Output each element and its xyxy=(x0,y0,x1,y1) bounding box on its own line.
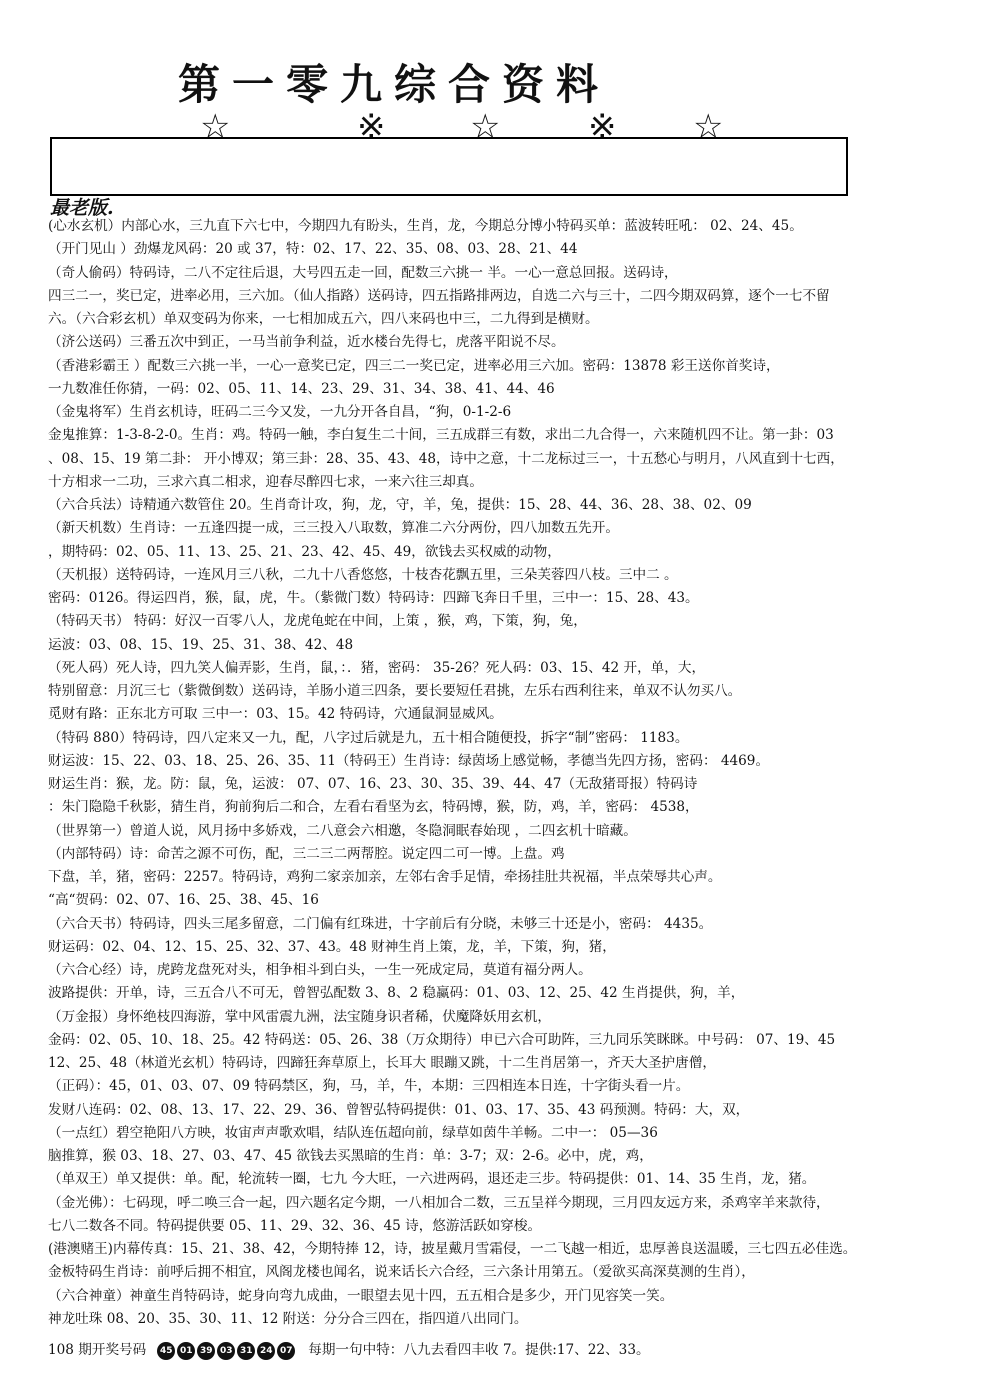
text-line: （单双王）单又提供：单。配，轮流转一圈，七九 今大旺，一六进两码，退还走三步。特码提供：01、14、35 生肖，龙，猪。 xyxy=(48,1171,816,1188)
text-line: （六合兵法）诗精通六数管住 20。生肖奇计攻，狗，龙，守，羊，兔，提供：15、28、44、36、28、38、02、09 xyxy=(48,497,752,513)
text-line: （内部特码）诗：命苦之源不可伤，配，三二三二两帮腔。说定四二可一博。上盘。鸡 xyxy=(48,845,565,862)
text-line: 运波：03、08、15、19、25、31、38、42、48 xyxy=(48,636,354,653)
text-line: 十方相求一二功，三求六真二相求，迎春尽醉四七求，一来六往三却真。 xyxy=(48,473,483,490)
text-line: 七八二数各不同。特码提供要 05、11、29、32、36、45 诗，悠游活跃如穿梭。 xyxy=(48,1217,542,1234)
text-line: 财运波：15、22、03、18、25、26、35、11（特码王）生肖诗：绿茵场上感觉畅，孝德当先四方扬，密码： 4469。 xyxy=(48,752,770,769)
text-line: 觅财有路：正东北方可取 三中一：03、15。42 特码诗，穴通鼠洞显威风。 xyxy=(48,706,503,723)
text-line: （世界第一）曾道人说，风月扬中多娇戏，二八意会六相邀，冬隐洞眠春始现 ，二四玄机十暗藏。 xyxy=(48,822,637,839)
text-line: 、08、15、19 第二卦： 开小博双；第三卦：28、35、43、48，诗中之意，十二龙标过三一，十五愁心与明月，八风直到十七西， xyxy=(48,450,844,467)
draw-balls xyxy=(156,1342,296,1360)
text-line: 财运生肖：猴，龙。防：鼠，兔，运波： 07、07、16、23、30、35、39、44、47（无敌猪哥报）特码诗 xyxy=(48,776,698,792)
text-line: （金光佛）：七码现，呼二唤三合一起，四六题名定今期，一八相加合二数，三五呈祥今期现，三月四友远方来，杀鸡宰羊来款待， xyxy=(48,1194,830,1211)
section-label: 最老版. xyxy=(50,197,114,219)
text-line: 下盘，羊，猪，密码：2257。特码诗，鸡狗二家亲加亲，左邻右舍手足情，牵扬挂肚共祝福，半点荣辱共心声。 xyxy=(48,869,722,885)
text-line: 12、25、48（林道光玄机）特码诗，四蹄狂奔草原上，长耳大 眼蹦又跳，十二生肖居第一，齐天大圣护唐僧， xyxy=(48,1055,716,1071)
text-line: 金码：02、05、10、18、25。42 特码送：05、26、38（万众期待）申已六合可助阵，三九同乐笑眯眯。中号码： 07、19、45 xyxy=(48,1031,836,1048)
lottery-ball: 01 xyxy=(177,1342,195,1360)
page-title: 第一零九综合资料 xyxy=(178,60,611,109)
text-line: 密码：0126。得运四肖，猴，鼠，虎，牛。（紫微门数）特码诗：四蹄飞奔日千里，三中一：15、28、43。 xyxy=(48,590,699,606)
star-icon: ☆ xyxy=(693,107,724,147)
text-line: 发财八连码：02、08、13、17、22、29、36、曾智弘特码提供：01、03、17、35、43 码预测。特码：大，双， xyxy=(48,1101,750,1118)
text-line: （六合天书）特码诗，四头三尾多留意，二门偏有红珠进，十字前后有分晓，未够三十还是小，密码： 4435。 xyxy=(48,915,713,932)
text-line: （奇人偷码）特码诗，二八不定往后退，大号四五走一回，配数三六挑一 半。一心一意总回报。送码诗， xyxy=(48,264,678,281)
draw-result-prefix: 108 期开奖号码 xyxy=(48,1342,147,1358)
lottery-ball: 07 xyxy=(277,1342,295,1360)
text-line: （济公送码）三番五次中到正，一马当前争利益，近水楼台先得七，虎落平阳说不尽。 xyxy=(48,334,565,351)
draw-result-suffix: 每期一句中特：八九去看四丰收 7。提供:17、22、33。 xyxy=(308,1342,650,1358)
text-line: (港澳赌王)内幕传真：15、21、38、42，今期特捧 12，诗，披星戴月雪霜侵，一二飞越一相近，忠厚善良送温暖，三七四五必佳选。 xyxy=(48,1241,857,1257)
reference-mark-icon: ※ xyxy=(588,107,617,147)
text-line: （特码天书） 特码：好汉一百零八人，龙虎龟蛇在中间，上策 ，猴，鸡，下策，狗，兔， xyxy=(48,613,587,630)
text-line: 金鬼推算：1-3-8-2-0。生肖：鸡。特码一触，李白复生二十间，三五成群三有数，求出二九合得一，六来随机四不让。第一卦：03 xyxy=(48,427,834,444)
text-line: ，期特码：02、05、11、13、25、21、23、42、45、49，欲钱去买权威的动物， xyxy=(48,543,561,560)
text-line: 财运码：02、04、12、15、25、32、37、43。48 财神生肖上策，龙，羊，下策，狗，猪， xyxy=(48,938,616,955)
lottery-ball: 31 xyxy=(237,1342,255,1360)
text-line: （香港彩霸王 ）配数三六挑一半，一心一意奖已定，四三二一奖已定，进率必用三六加。密码：13878 彩王送你首奖诗， xyxy=(48,357,780,374)
text-line: 脑推算，猴 03、18、27、03、47、45 欲钱去买黑暗的生肖：单：3-7；双：2-6。必中，虎，鸡， xyxy=(48,1148,653,1164)
text-line: 四三二一，奖已定，进率必用，三六加。（仙人指路）送码诗，四五指路排两边，自选二六与三十，二四今期双码算，逐个一七不留 xyxy=(48,287,830,304)
reference-mark-icon: ※ xyxy=(357,107,386,147)
draw-result-line xyxy=(48,1339,650,1362)
text-line: (心水玄机）内部心水，三九直下六七中，今期四九有盼头，生肖，龙，今期总分博小特码买单：蓝波转旺吼： 02、24、45。 xyxy=(48,218,803,234)
text-line: （一点红）碧空艳阳八方映，妆宙声声歌欢唱，结队连伍超向前，绿草如茵牛羊畅。二中一： 05—36 xyxy=(48,1124,658,1141)
text-line: 金板特码生肖诗：前呼后拥不相宜，风阁龙楼也闻名，说来话长六合经，三六条计用第五。（爱欲买高深莫测的生肖）， xyxy=(48,1264,755,1281)
lottery-ball: 03 xyxy=(217,1342,235,1360)
text-line: （天机报）送特码诗，一连风月三八秋，二九十八香悠悠，十枝杏花飘五里，三朵芙蓉四八枝。三中二 。 xyxy=(48,566,678,583)
text-line: （金鬼将军）生肖玄机诗，旺码二三今又发，一九分开各自昌，“狗，0-1-2-6 xyxy=(48,404,512,420)
text-line: “高“贺码：02、07、16、25、38、45、16 xyxy=(48,892,319,909)
text-line: （特码 880）特码诗，四八定来又一九，配，八字过后就是九，五十相合随便投，拆字“制”密码： 1183。 xyxy=(48,729,689,746)
text-line: 神龙吐珠 08、20、35、30、11、12 附送：分分合三四在，指四道八出同门。 xyxy=(48,1310,528,1327)
text-line: （六合心经）诗，虎跨龙盘死对头，相争相斗到白头，一生一死成定局，莫道有福分两人。 xyxy=(48,962,592,978)
text-line: 特别留意：月沉三七（紫微倒数）送码诗，羊肠小道三四条，要长要短任君挑，左乐右西利往来，单双不认勿买八。 xyxy=(48,683,742,699)
text-line: （正码）：45，01、03、07、09 特码禁区，狗，马，羊，牛，本期：三四相连本日连，十字街头看一片。 xyxy=(48,1078,690,1095)
document-body xyxy=(48,215,983,1331)
text-line: （万金报）身怀绝枝四海游，掌中风雷震九洲，法宝随身识者稀，伏魔降妖用玄机， xyxy=(48,1008,551,1025)
lottery-ball: 45 xyxy=(157,1342,175,1360)
text-line: （死人码）死人诗，四九笑人偏弄影，生肖，鼠，：．猪，密码： 35-26？死人码：03、15、42 开，单，大， xyxy=(48,659,706,676)
star-icon: ☆ xyxy=(200,107,231,147)
lottery-ball: 24 xyxy=(257,1342,275,1360)
text-line: （新天机数）生肖诗：一五逢四提一成，三三投入八取数，算准二六分两份，四八加数五先开。 xyxy=(48,520,619,537)
text-line: 波路提供：开单，诗，三五合八不可无，曾智弘配数 3、8、2 稳赢码：01、03、12、25、42 生肖提供，狗，羊， xyxy=(48,985,745,1002)
text-line: （六合神童）神童生肖特码诗，蛇身向弯九成曲，一眼望去见十四，五五相合是多少，开门见容笑一笑。 xyxy=(48,1287,674,1304)
star-icon: ☆ xyxy=(470,107,501,147)
text-line: （开门见山 ）劲爆龙风码：20 或 37，特：02、17、22、35、08、03、28、21、44 xyxy=(48,241,578,258)
header-box xyxy=(50,137,848,196)
lottery-ball: 39 xyxy=(197,1342,215,1360)
text-line: 一九数准任你猜，一码：02、05、11、14、23、29、31、34、38、41、44、46 xyxy=(48,380,555,397)
text-line: 六。（六合彩玄机）单双变码为你来，一七相加成五六，四八来码也中三，二九得到是横财。 xyxy=(48,311,599,327)
text-line: ：朱门隐隐千秋影，猜生肖，狗前狗后二和合，左看右看坚为玄，特码博，猴，防，鸡，羊，密码： 4538， xyxy=(48,799,699,816)
